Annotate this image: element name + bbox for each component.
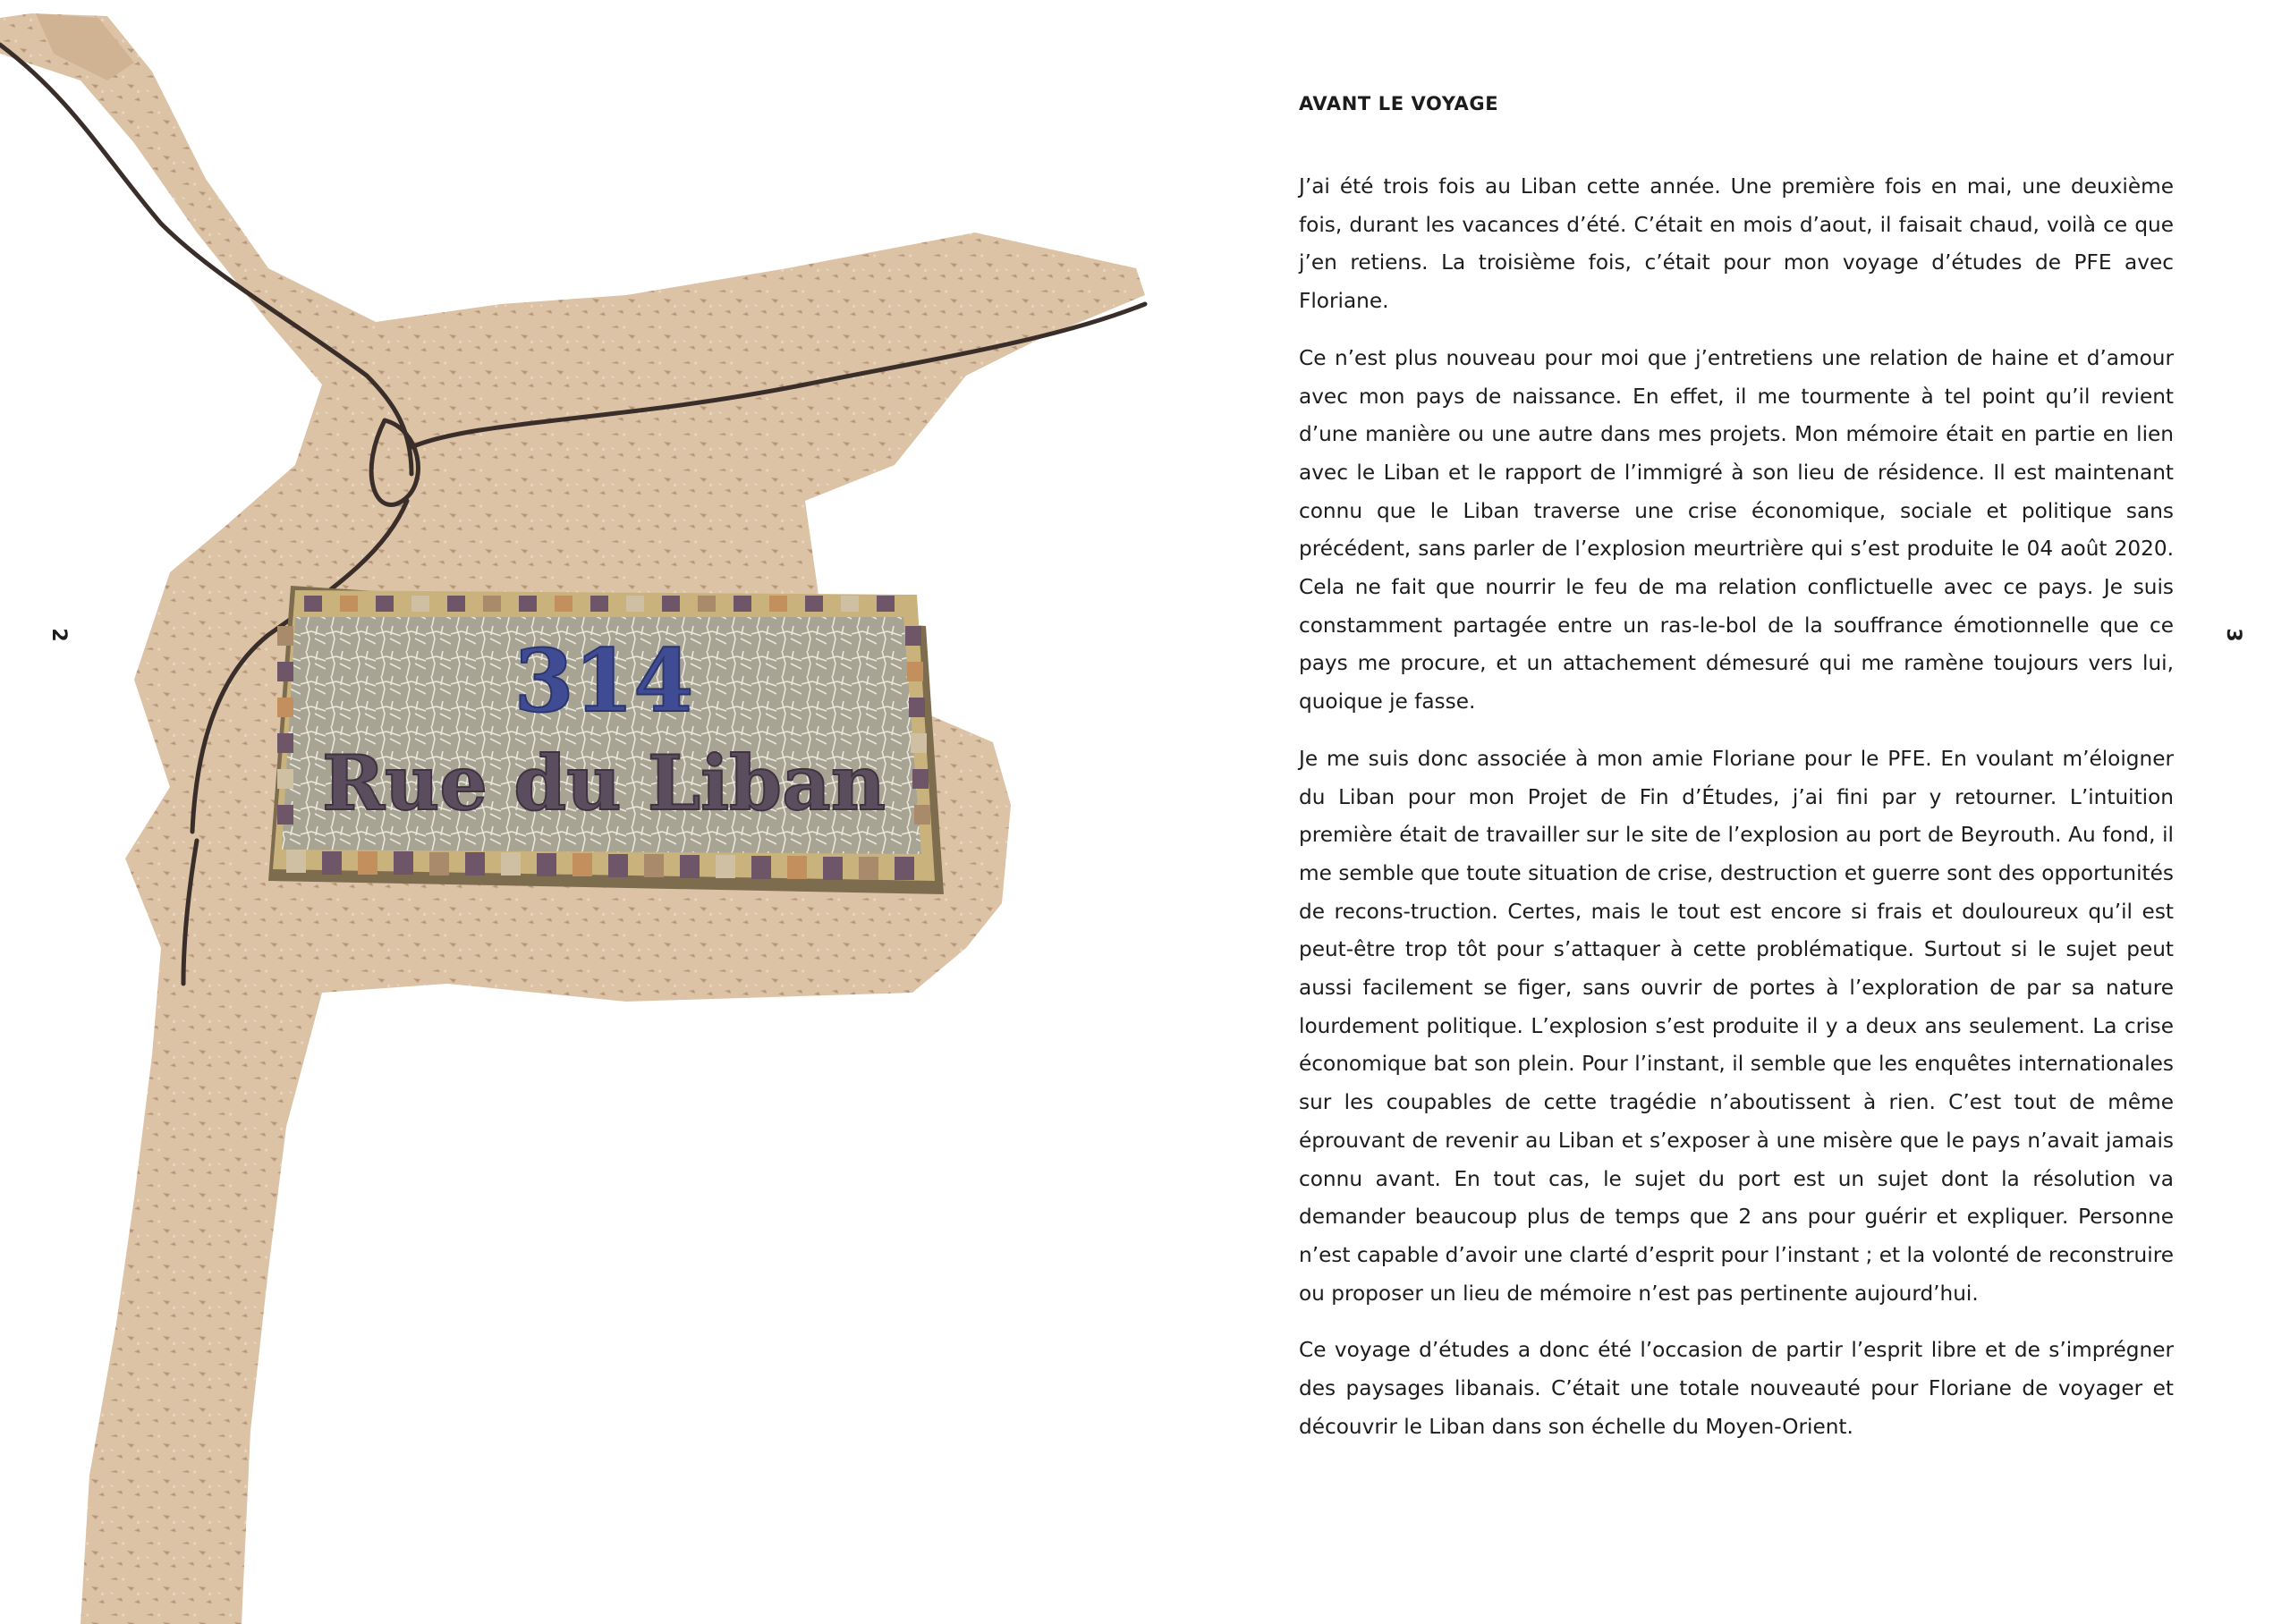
section-heading: AVANT LE VOYAGE [1299,93,1499,114]
paragraph-3: Je me suis donc associée à mon amie Floriane pour le PFE. En voulant m’éloigner du Liban pour mon Projet de Fin d’Études, j’ai fini par y retourner. L’intuition première était de travailler sur le site de l’explosion au port de Beyrouth. Au fond, il me semble que toute situation de crise, destruction et guerre sont des opportunités de recons-truction. Certes, mais le tout est encore si frais et douloureux qu’il est peut-être trop tôt pour s’attaquer à cette problématique. Surtout si le sujet peut aussi facilement se figer, sans ouvrir de portes à l’exploration de par sa nature lourdement politique. L’explosion s’est produite il y a deux ans seulement. La crise économique bat son plein. Pour l’instant, il semble que les enquêtes internationales sur les coupables de cette tragédie n’aboutissent à rien. C’est tout de même éprouvant de revenir au Liban et s’exposer à une misère que le pays n’avait jamais connu avant. En tout cas, le sujet du port est un sujet dont la résolution va demander beaucoup plus de temps que 2 ans pour guérir et expliquer. Personne n’est capable d’avoir une clarté d’esprit pour l’instant ; et la volonté de reconstruire ou proposer un lieu de mémoire n’est pas pertinente aujourd’hui. [1299,746,2174,1306]
plaque-number: 314 [513,630,694,732]
paragraph-1: J’ai été trois fois au Liban cette année. Une première fois en mai, une deuxième fois, durant les vacances d’été. C’était en mois d’aout, il faisait chaud, voilà ce que j’en retiens. La troisième fois, c’était pour mon voyage d’études de PFE avec Floriane. [1299,174,2174,314]
street-plaque [268,586,944,894]
page-number-left: 2 [47,628,70,642]
paragraph-2: Ce n’est plus nouveau pour moi que j’entretiens une relation de haine et d’amour avec mon pays de naissance. En effet, il me tourmente à tel point qu’il revient d’une manière ou une autre dans mes projets. Mon mémoire était en partie en lien avec le Liban et le rapport de l’immigré à son lieu de résidence. Il est maintenant connu que le Liban traverse une crise économique, sociale et politique sans précédent, sans parler de l’explosion meurtrière qui s’est produite le 04 août 2020. Cela ne fait que nourrir le feu de ma relation conflictuelle avec ce pays. Je suis constamment partagée entre un ras-le-bol de la souffrance émotionnelle que ce pays me procure, et un attachement démesuré qui me ramène toujours vers lui, quoique je fasse. [1299,345,2174,715]
body-text [1299,168,2174,1466]
page-number-right: 3 [2222,628,2244,642]
paragraph-4: Ce voyage d’études a donc été l’occasion de partir l’esprit libre et de s’imprégner des paysages libanais. C’était une totale nouveauté pour Floriane de voyager et découvrir le Liban dans son échelle du Moyen-Orient. [1299,1338,2174,1439]
plaque-street-name: Rue du Liban [322,739,886,827]
